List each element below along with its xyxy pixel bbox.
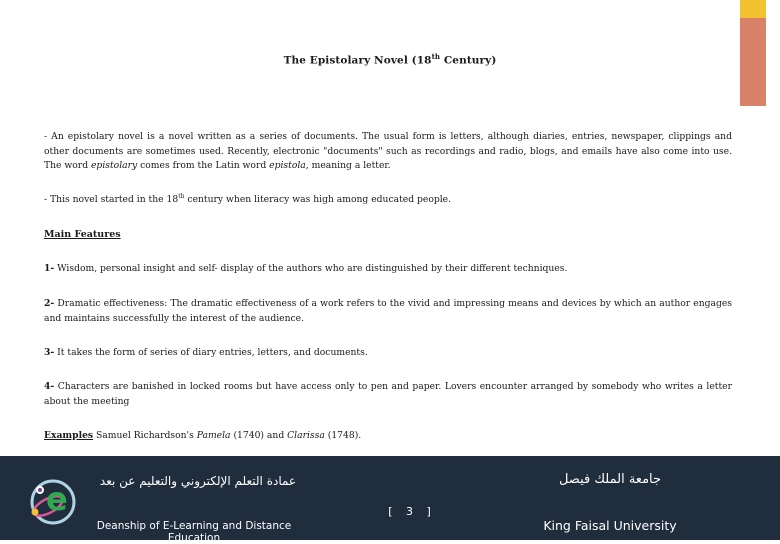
feature-item: 4- Characters are banished in locked rooms but have access only to pen and paper. Lovers encounter arranged by somebody who writes a letter about the meeting [44, 381, 732, 407]
feature-item: 1- Wisdom, personal insight and self- display of the authors who are distinguished by their different techniques. [44, 263, 568, 274]
slide-title: The Epistolary Novel (18th Century) [283, 52, 497, 67]
accent-yellow-block [740, 0, 766, 18]
university-english-name: King Faisal University [543, 518, 677, 533]
feature-item: 3- It takes the form of series of diary entries, letters, and documents. [44, 347, 368, 358]
deanship-english-name: Deanship of E-Learning and Distance Education [96, 520, 292, 544]
examples-line: Examples Samuel Richardson's Pamela (1740) and Clarissa (1748). [44, 430, 362, 441]
university-arabic-name: جامعة الملك فيصل [558, 472, 662, 487]
features-heading: Main Features [44, 229, 121, 240]
deanship-arabic-name: عمادة التعلم الإلكتروني والتعليم عن بعد [99, 474, 297, 488]
feature-item: 2- Dramatic effectiveness: The dramatic effectiveness of a work refers to the vivid and impressing means and devices by which an author engages and maintains successfully the interest of the audience. [44, 298, 733, 324]
page-number: [ 3 ] [388, 505, 436, 518]
paragraph-definition: - An epistolary novel is a novel written as a series of documents. The usual form is letters, although diaries, entries, newspaper, clippings and other documents are sometimes used. Recently, electronic "documents" such as recordings and radio, blogs, and emails have also come into use. The word epistolary comes from the Latin word epistola, meaning a letter. [44, 131, 732, 171]
svg-text:e: e [46, 480, 68, 518]
paragraph-origin: - This novel started in the 18th century when literacy was high among educated people. [44, 192, 452, 205]
